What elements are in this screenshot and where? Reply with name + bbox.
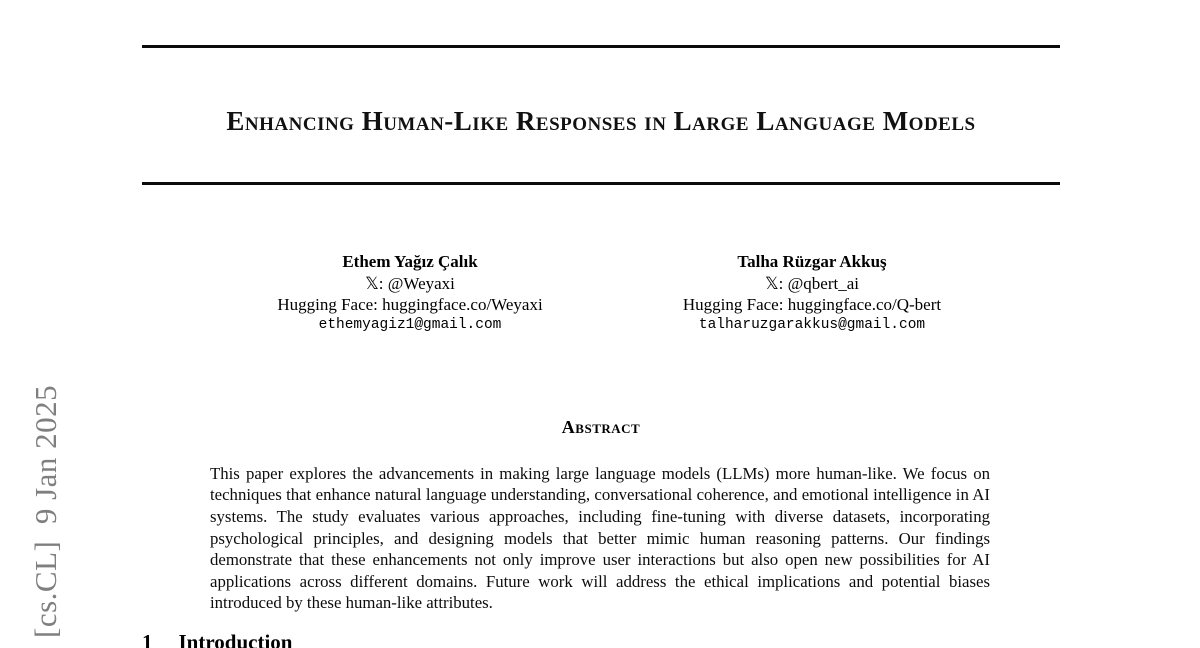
author-2-email: talharuzgarakkus@gmail.com [698, 317, 926, 333]
section-1-title: Introduction [178, 630, 293, 648]
section-1-heading [142, 630, 292, 648]
abstract-text: This paper explores the advancements in making large language models (LLMs) more human-like. We focus on techniques that enhance natural language understanding, conversational coherence, and emotional intelligence in AI systems. The study evaluates various approaches, including fine-tuning with diverse datasets, incorporating psychological principles, and designing models that better mimic human reasoning patterns. Our findings demonstrate that these enhancements not only improve user interactions but also open new possibilities for AI applications across different domains. Future work will address the ethical implications and potential biases introduced by these human-like attributes. [210, 463, 990, 613]
author-block-2 [632, 250, 992, 336]
author-1-x-handle: 𝕏: @Weyaxi [365, 274, 455, 293]
section-1-number: 1 [142, 630, 153, 648]
paper-title: Enhancing Human-Like Responses in Large Language Models [226, 106, 976, 137]
abstract-heading: Abstract [561, 417, 641, 437]
author-block-1 [230, 250, 590, 336]
author-2-name: Talha Rüzgar Akkuş [737, 252, 887, 271]
author-1-email: ethemyagiz1@gmail.com [318, 317, 502, 333]
author-2-x-handle: 𝕏: @qbert_ai [764, 274, 860, 293]
title-rule-top [142, 45, 1060, 48]
author-1-name: Ethem Yağız Çalık [342, 252, 478, 271]
author-2-huggingface: Hugging Face: huggingface.co/Q-bert [682, 295, 942, 314]
title-rule-bottom [142, 182, 1060, 185]
author-1-huggingface: Hugging Face: huggingface.co/Weyaxi [277, 295, 543, 314]
arxiv-category-date-banner: [cs.CL] 9 Jan 2025 [28, 384, 63, 638]
